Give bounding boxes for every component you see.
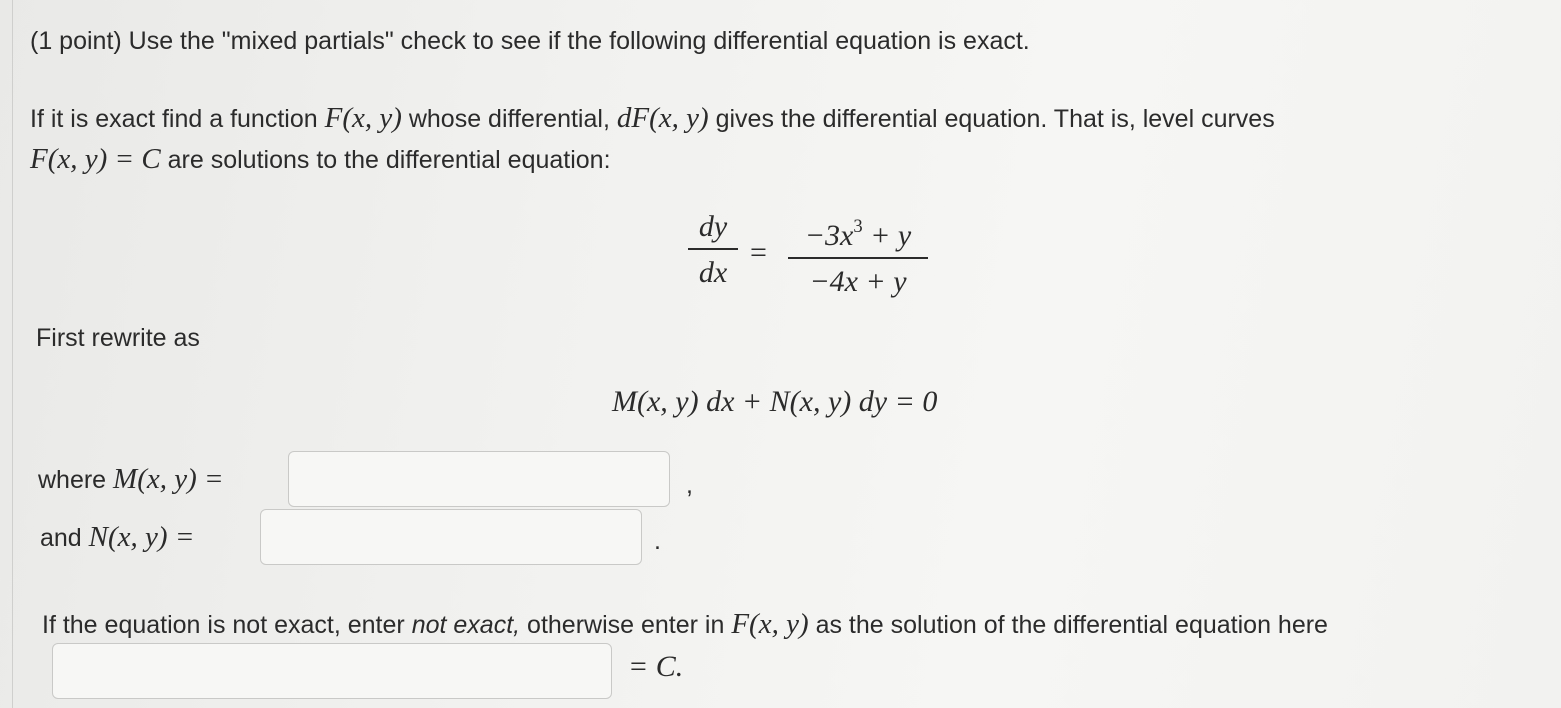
n-prefix: and [40, 524, 82, 552]
equals-c-label: = C. [628, 650, 684, 683]
intro-line-1 [30, 103, 1275, 134]
f-answer-input[interactable] [52, 643, 612, 699]
lhs-fraction-bar [688, 248, 738, 250]
m-prefix: where [38, 466, 107, 494]
rhs-numerator [788, 210, 928, 253]
m-math-label: M(x, y) = [113, 463, 224, 495]
rhs-fraction-bar [788, 257, 928, 259]
n-field-label [40, 522, 194, 553]
final-instruction [42, 609, 1328, 640]
rhs-denominator: −4x + y [809, 265, 907, 299]
intro-math-dfxy: dF(x, y) [616, 102, 709, 134]
m-field-label [38, 464, 224, 495]
problem-header: (1 point) Use the "mixed partials" check to see if the following differential equation is exact. [30, 27, 1030, 55]
m-answer-input[interactable] [288, 451, 670, 507]
rhs-numerator-base: −3x [804, 219, 854, 253]
rewrite-equation: M(x, y) dx + N(x, y) dy = 0 [612, 385, 938, 418]
rewrite-label: First rewrite as [36, 324, 200, 352]
n-math-label: N(x, y) = [88, 521, 195, 553]
rhs-numerator-exponent: 3 [853, 216, 863, 237]
intro-text-4: are solutions to the differential equation: [167, 146, 611, 174]
final-math-fxy: F(x, y) [731, 608, 809, 640]
final-text-3: as the solution of the differential equation here [815, 611, 1328, 639]
m-suffix-comma: , [686, 471, 693, 499]
lhs-fraction [688, 210, 738, 290]
lhs-denominator: dx [698, 256, 728, 289]
intro-line-2 [30, 144, 611, 175]
intro-math-fc: F(x, y) = C [30, 143, 161, 175]
n-suffix-period: . [654, 527, 661, 555]
n-answer-input[interactable] [260, 509, 642, 565]
final-text-2: otherwise enter in [527, 611, 725, 639]
final-text-1: If the equation is not exact, enter [42, 611, 405, 639]
lhs-numerator: dy [698, 210, 728, 243]
main-equals-sign: = [750, 236, 767, 269]
intro-text-2: whose differential, [408, 105, 610, 133]
intro-math-fxy: F(x, y) [324, 102, 402, 134]
rhs-numerator-tail: + y [862, 219, 912, 253]
intro-text-1: If it is exact find a function [30, 105, 318, 133]
intro-text-3: gives the differential equation. That is, level curves [715, 105, 1275, 133]
final-text-italic: not exact, [411, 611, 521, 639]
rhs-fraction [788, 210, 928, 299]
